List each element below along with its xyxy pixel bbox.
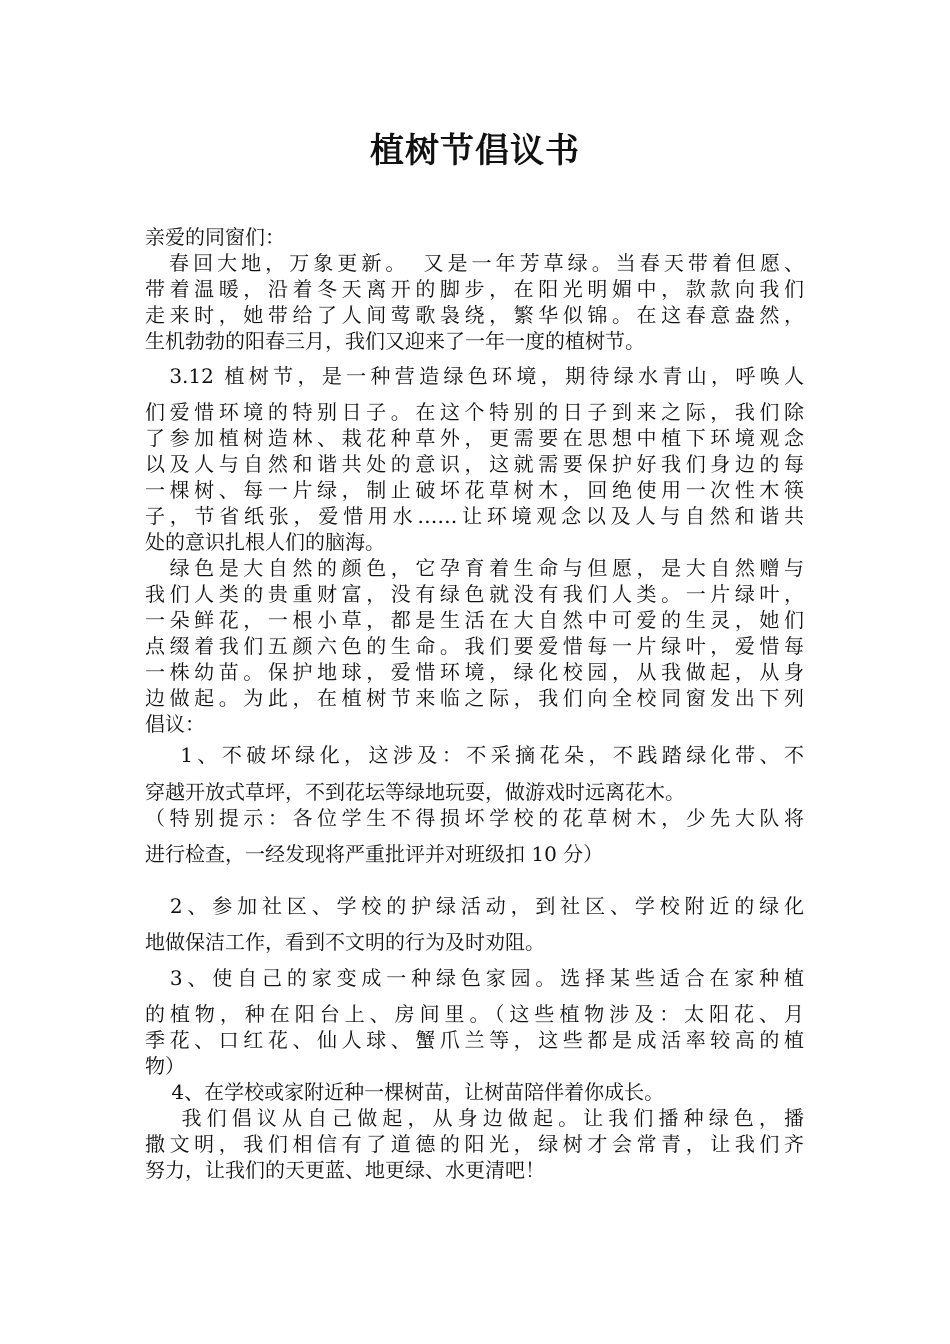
salutation-line: 亲爱的同窗们： <box>145 225 285 249</box>
paragraph-line: 3.12 植树节，是一种营造绿色环境，期待绿水青山，呼唤人 <box>145 364 804 388</box>
paragraph-line: 一朵鲜花，一根小草，都是生活在大自然中可爱的生灵，她们 <box>145 608 804 632</box>
proposal-item-1-line: 穿越开放式草坪，不到花坛等绿地玩耍，做游戏时远离花木。 <box>145 780 685 804</box>
paragraph-line: 了参加植树造林、栽花种草外，更需要在思想中植下环境观念 <box>145 426 804 450</box>
paragraph-line: 我们人类的贵重财富，没有绿色就没有我们人类。一片绿叶， <box>145 582 804 606</box>
paragraph-line: 点缀着我们五颜六色的生命。我们要爱惜每一片绿叶，爱惜每 <box>145 634 804 658</box>
paragraph-line: 带着温暖，沿着冬天离开的脚步，在阳光明媚中，款款向我们 <box>145 277 804 301</box>
closing-line: 撒文明，我们相信有了道德的阳光，绿树才会常青，让我们齐 <box>145 1132 804 1156</box>
proposal-item-3-line: 物） <box>145 1054 185 1078</box>
closing-line: 我们倡议从自己做起，从身边做起。让我们播种绿色，播 <box>145 1106 804 1130</box>
paragraph-line: 们爱惜环境的特别日子。在这个特别的日子到来之际，我们除 <box>145 400 804 424</box>
proposal-item-3-line: 的植物，种在阳台上、房间里。（这些植物涉及：太阳花、月 <box>145 1002 804 1026</box>
document-title: 植树节倡议书 <box>370 131 580 171</box>
paragraph-line: 春回大地，万象更新。 又是一年芳草绿。当春天带着但愿、 <box>145 251 804 275</box>
proposal-item-2: 2、参加社区、学校的护绿活动，到社区、学校附近的绿化 <box>145 894 804 918</box>
proposal-item-3-line: 季花、口红花、仙人球、蟹爪兰等，这些都是成活率较高的植 <box>145 1028 804 1052</box>
paragraph-line: 子，节省纸张，爱惜用水……让环境观念以及人与自然和谐共 <box>145 504 804 528</box>
paragraph-line: 以及人与自然和谐共处的意识，这就需要保护好我们身边的每 <box>145 452 804 476</box>
paragraph-line: 一株幼苗。保护地球，爱惜环境，绿化校园，从我做起，从身 <box>145 660 804 684</box>
proposal-item-3: 3、使自己的家变成一种绿色家园。选择某些适合在家种植 <box>145 966 804 990</box>
proposal-item-1-line: 进行检查，一经发现将严重批评并对班级扣 10 分） <box>145 842 604 866</box>
paragraph-line: 处的意识扎根人们的脑海。 <box>145 530 385 554</box>
paragraph-line: 一棵树、每一片绿，制止破坏花草树木，回绝使用一次性木筷 <box>145 478 804 502</box>
paragraph-line: 走来时，她带给了人间莺歌袅绕，繁华似锦。在这春意盎然， <box>145 303 804 327</box>
proposal-item-2-line: 地做保洁工作，看到不文明的行为及时劝阻。 <box>145 930 545 954</box>
closing-line: 努力，让我们的天更蓝、地更绿、水更清吧！ <box>145 1158 545 1182</box>
paragraph-line: 边做起。为此，在植树节来临之际，我们向全校同窗发出下列 <box>145 686 804 710</box>
paragraph-line: 生机勃勃的阳春三月，我们又迎来了一年一度的植树节。 <box>145 329 645 353</box>
paragraph-line: 绿色是大自然的颜色，它孕育着生命与但愿，是大自然赠与 <box>145 556 804 580</box>
proposal-item-4: 4、在学校或家附近种一棵树苗，让树苗陪伴着你成长。 <box>145 1080 665 1104</box>
proposal-item-1: 1、不破坏绿化，这涉及：不采摘花朵，不践踏绿化带、不 <box>145 743 804 767</box>
proposal-item-1-line: （特别提示：各位学生不得损坏学校的花草树木，少先大队将 <box>145 806 804 830</box>
paragraph-line: 倡议： <box>145 712 205 736</box>
